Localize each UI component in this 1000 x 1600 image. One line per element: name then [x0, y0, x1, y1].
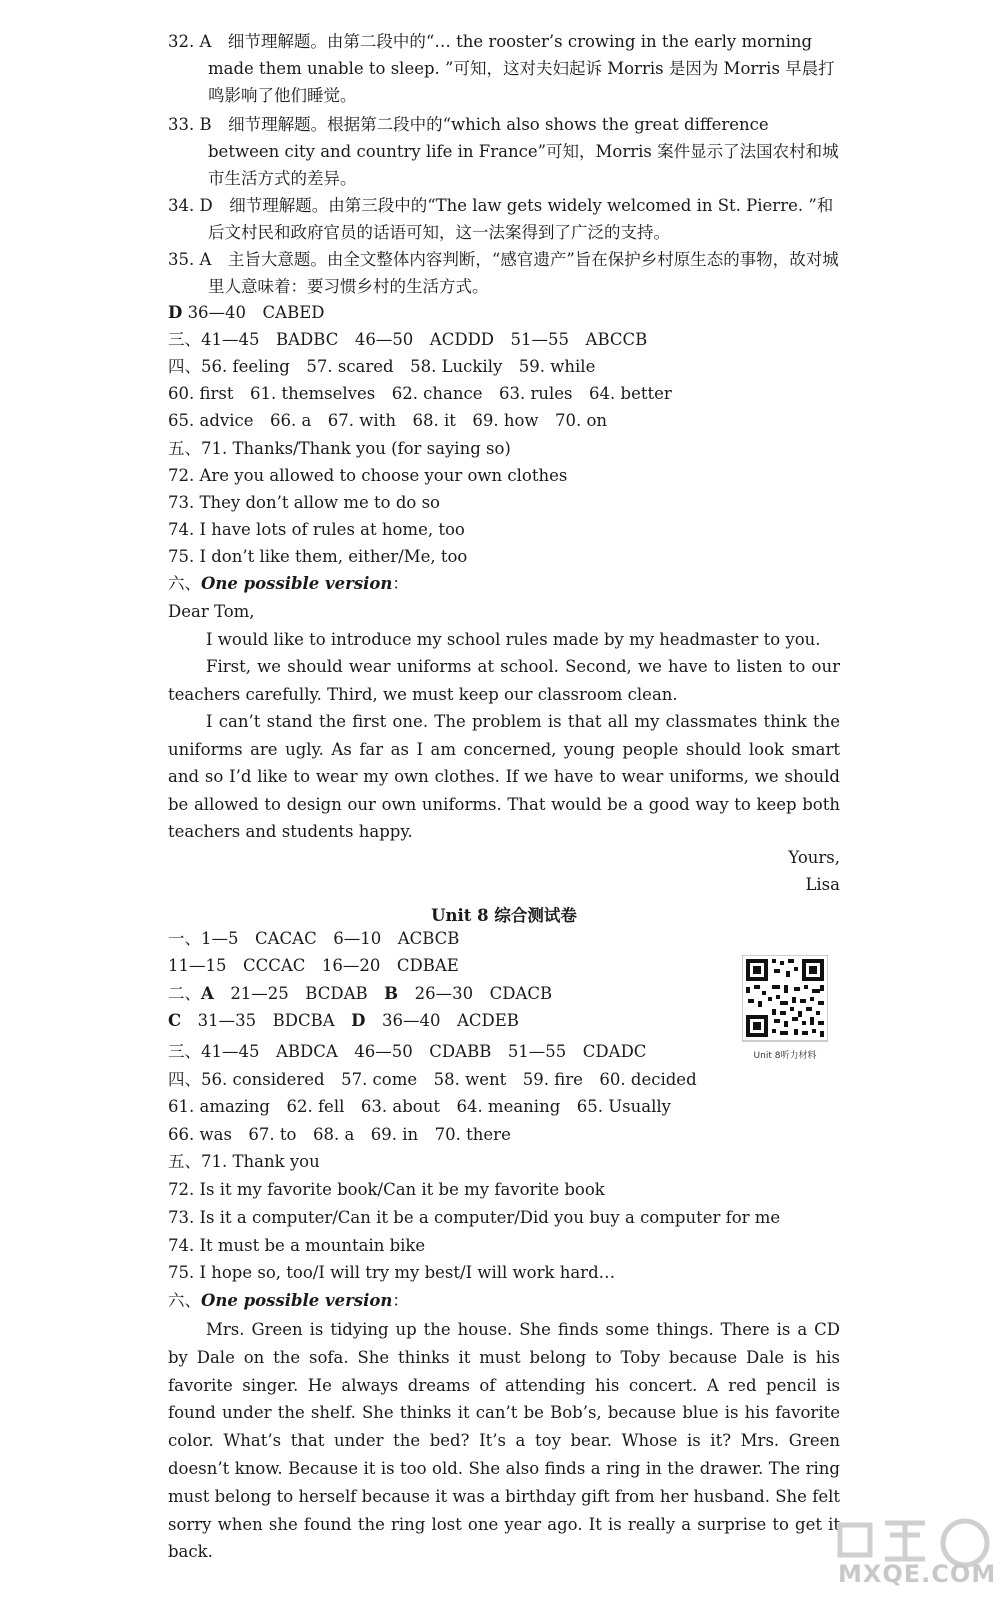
qr-code-icon[interactable]: [742, 955, 828, 1053]
unit8-line-1b: 11—15 CCCAC 16—20 CDBAE: [168, 956, 459, 975]
unit8-line-4b: 61. amazing 62. fell 63. about 64. meaning 65. Usually: [168, 1097, 671, 1116]
answer-34-text: D 细节理解题。由第三段中的“The law gets widely welcomed in St. Pierre. ”和后文村民和政府官员的话语可知，这一法案得到了广泛的支持。: [199, 196, 834, 242]
letter-salutation: Dear Tom,: [168, 602, 255, 621]
answer-35: [168, 246, 840, 300]
answer-35-number: 35.: [168, 250, 195, 269]
answer-line-5b: 72. Are you allowed to choose your own clothes: [168, 466, 568, 485]
unit8-section-6-heading: [168, 1287, 840, 1314]
unit8-line-5a: 五、71. Thank you: [168, 1152, 320, 1171]
answer-33-text: B 细节理解题。根据第二段中的“which also shows the great difference between city and country life in France”可知，Morris 案件显示了法国农村和城市生活方式的差异。: [199, 115, 839, 188]
unit8-2a-answers-b: 26—30 CDACB: [398, 984, 553, 1003]
answer-33: [168, 111, 840, 192]
answer-line-3: 三、41—45 BADBC 46—50 ACDDD 51—55 ABCCB: [168, 330, 648, 349]
answer-line-4b: 60. first 61. themselves 62. chance 63. rules 64. better: [168, 384, 672, 403]
letter-paragraph-1: I would like to introduce my school rules made by my headmaster to you.: [206, 630, 821, 649]
unit8-section-6-prefix: 六、: [168, 1291, 201, 1310]
unit8-line-1a: 一、1—5 CACAC 6—10 ACBCB: [168, 929, 460, 948]
answer-33-number: 33.: [168, 115, 195, 134]
answer-32-number: 32.: [168, 32, 195, 51]
unit8-line-2a: [168, 980, 840, 1007]
unit8-2b-answers-d: 36—40 ACDEB: [365, 1011, 519, 1030]
unit8-line-5c: 73. Is it a computer/Can it be a computer/Did you buy a computer for me: [168, 1208, 781, 1227]
answer-line-4a: 四、56. feeling 57. scared 58. Luckily 59. while: [168, 357, 596, 376]
answer-line-5c: 73. They don’t allow me to do so: [168, 493, 440, 512]
unit8-2b-label-c: C: [168, 1011, 182, 1030]
answer-line-d: [168, 299, 840, 326]
section-6-label: One possible version: [201, 574, 393, 593]
answer-32-text: A 细节理解题。由第二段中的“… the rooster’s crowing in the early morning made them unable to sleep. ”可知，这对夫妇起诉 Morris 是因为 Morris 早晨打鸣影响了他们睡觉。: [199, 32, 835, 105]
qr-code-caption: Unit 8听力材料: [753, 1051, 817, 1061]
answer-32: [168, 28, 840, 109]
unit8-line-5d: 74. It must be a mountain bike: [168, 1236, 426, 1255]
watermark-text: MXQE.COM: [838, 1560, 997, 1588]
unit8-line-5b: 72. Is it my favorite book/Can it be my favorite book: [168, 1180, 605, 1199]
answer-35-text: A 主旨大意题。由全文整体内容判断，“感官遗产”旨在保护乡村原生态的事物，故对城里人意味着：要习惯乡村的生活方式。: [199, 250, 839, 296]
unit8-line-5e: 75. I hope so, too/I will try my best/I will work hard…: [168, 1263, 616, 1282]
unit8-section-6-label: One possible version: [201, 1291, 393, 1310]
section-6-colon: ：: [392, 574, 409, 593]
letter-signer: Lisa: [805, 875, 840, 894]
letter-closing: Yours,: [788, 848, 840, 867]
letter-paragraph-2: First, we should wear uniforms at school. Second, we have to listen to our teachers carefully. Third, we must keep our classroom clean.: [168, 657, 840, 704]
section-d-label: D: [168, 303, 183, 322]
unit8-2a-answers-a: 21—25 BCDAB: [213, 984, 385, 1003]
answer-34-number: 34.: [168, 196, 195, 215]
section-6-heading: [168, 570, 840, 597]
unit8-section-6-colon: ：: [392, 1291, 409, 1310]
section-d-answers: 36—40 CABED: [187, 303, 325, 322]
unit8-2b-label-d: D: [351, 1011, 366, 1030]
unit8-2a-prefix: 二、: [168, 984, 201, 1003]
unit8-2a-label-a: A: [201, 984, 214, 1003]
answer-line-5e: 75. I don’t like them, either/Me, too: [168, 547, 468, 566]
letter-paragraph-3: I can’t stand the first one. The problem is that all my classmates think the uniforms are ugly. As far as I am concerned, young people should look smart and so I’d like to wear my own clothes. If we have to wear uniforms, we should be allowed to design our own uniforms. That would be a good way to keep both teachers and students happy.: [168, 712, 840, 841]
unit8-essay: Mrs. Green is tidying up the house. She finds some things. There is a CD by Dale on the sofa. She thinks it must belong to Toby because Dale is his favorite singer. He always dreams of attending his concert. A red pencil is found under the shelf. She thinks it can’t be Bob’s, because blue is his favorite color. What’s that under the bed? It’s a toy bear. Whose is it? Mrs. Green doesn’t know. Because it is too old. She also finds a ring in the drawer. The ring must belong to herself because it was a birthday gift from her husband. She felt sorry when she found the ring lost one year ago. It is really a surprise to get it back.: [168, 1320, 840, 1562]
unit-8-title: Unit 8 综合测试卷: [431, 906, 577, 925]
unit8-line-4c: 66. was 67. to 68. a 69. in 70. there: [168, 1125, 511, 1144]
unit8-2b-answers-c: 31—35 BDCBA: [181, 1011, 352, 1030]
answer-line-5a: 五、71. Thanks/Thank you (for saying so): [168, 439, 511, 458]
answer-line-5d: 74. I have lots of rules at home, too: [168, 520, 465, 539]
unit8-line-2b: [168, 1007, 840, 1034]
section-6-prefix: 六、: [168, 574, 201, 593]
answer-34: [168, 192, 840, 246]
answer-line-4c: 65. advice 66. a 67. with 68. it 69. how 70. on: [168, 411, 608, 430]
unit8-line-4a: 四、56. considered 57. come 58. went 59. fire 60. decided: [168, 1070, 697, 1089]
unit8-2a-label-b: B: [384, 984, 399, 1003]
unit8-line-3: 三、41—45 ABDCA 46—50 CDABB 51—55 CDADC: [168, 1042, 647, 1061]
